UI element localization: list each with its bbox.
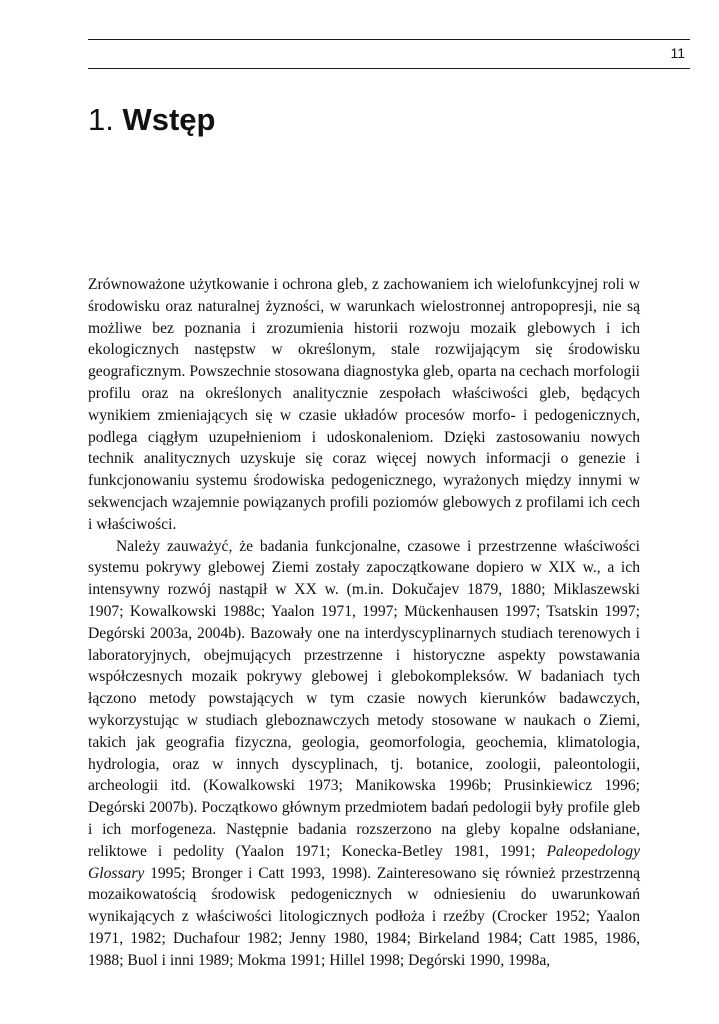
header-rule-bottom	[88, 68, 690, 69]
paragraph-history	[88, 536, 640, 972]
paragraph-history-italic: Paleopedology Glossary	[88, 842, 640, 882]
paragraph-intro: Zrównoważone użytkowanie i ochrona gleb, z zachowaniem ich wielofunkcyjnej roli w środowisku oraz naturalnej żyzności, w warunkach wielostronnej antropopresji, nie są możliwe bez poznania i zrozumienia historii rozwoju mozaik glebowych i ich ekologicznych następstw w określonym, stale rozwijającym się środowisku geograficznym. Powszechnie stosowana diagnostyka gleb, oparta na cechach morfologii profilu oraz na określonych analitycznie zespołach właściwości gleb, będących wynikiem zmieniających się w czasie układów procesów morfo- i pedogenicznych, podlega ciągłym uzupełnieniom i udoskonaleniom. Dzięki zastosowaniu nowych technik analitycznych uzyskuje się coraz więcej nowych informacji o genezie i funkcjonowaniu systemu środowiska pedogenicznego, wyrażonych między innymi w sekwencjach wzajemnie powiązanych profili poziomów glebowych z profilami ich cech i właściwości.	[88, 276, 640, 533]
chapter-title	[88, 103, 215, 137]
page-number: 11	[670, 45, 685, 61]
paragraph-history-part1: Należy zauważyć, że badania funkcjonalne, czasowe i przestrzenne właściwości systemu pokrywy glebowej Ziemi zostały zapoczątkowane dopiero w XIX w., a ich intensywny rozwój nastąpił w XX w. (m.in. Dokučajev 1879, 1880; Miklaszewski 1907; Kowalkowski 1988c; Yaalon 1971, 1997; Mückenhausen 1997; Tsatskin 1997; Degórski 2003a, 2004b). Bazowały one na interdyscyplinarnych studiach terenowych i laboratoryjnych, obejmujących przestrzenne i historyczne aspekty powstawania współczesnych mozaik pokrywy glebowej i glebokompleksów. W badaniach tych łączono metody powstających w tym czasie nowych kierunków badawczych, wykorzystując w studiach gleboznawczych metody stosowane w naukach o Ziemi, takich jak geografia fizyczna, geologia, geomorfologia, geochemia, klimatologia, hydrologia, oraz w innych dyscyplinach, tj. botanice, zoologii, paleontologii, archeologii itd. (Kowalkowski 1973; Manikowska 1996b; Prusinkiewicz 1996; Degórski 2007b). Początkowo głównym przedmiotem badań pedologii były profile gleb i ich morfogeneza. Następnie badania rozszerzono na gleby kopalne odsłaniane, reliktowe i pedolity (Yaalon 1971; Konecka-Betley 1981, 1991;	[88, 537, 640, 860]
chapter-title-text: Wstęp	[122, 102, 216, 137]
body-text	[88, 274, 640, 972]
chapter-number: 1.	[88, 102, 114, 137]
paragraph-history-part2: 1995; Bronger i Catt 1993, 1998). Zainteresowano się również przestrzenną mozaikowatością środowisk pedogenicznych w odniesieniu do uwarunkowań wynikających z właściwości litologicznych podłoża i rzeźby (Crocker 1952; Yaalon 1971, 1982; Duchafour 1982; Jenny 1980, 1984; Birkeland 1984; Catt 1985, 1986, 1988; Buol i inni 1989; Mokma 1991; Hillel 1998; Degórski 1990, 1998a,	[88, 864, 640, 969]
header-rule-top	[88, 39, 690, 40]
